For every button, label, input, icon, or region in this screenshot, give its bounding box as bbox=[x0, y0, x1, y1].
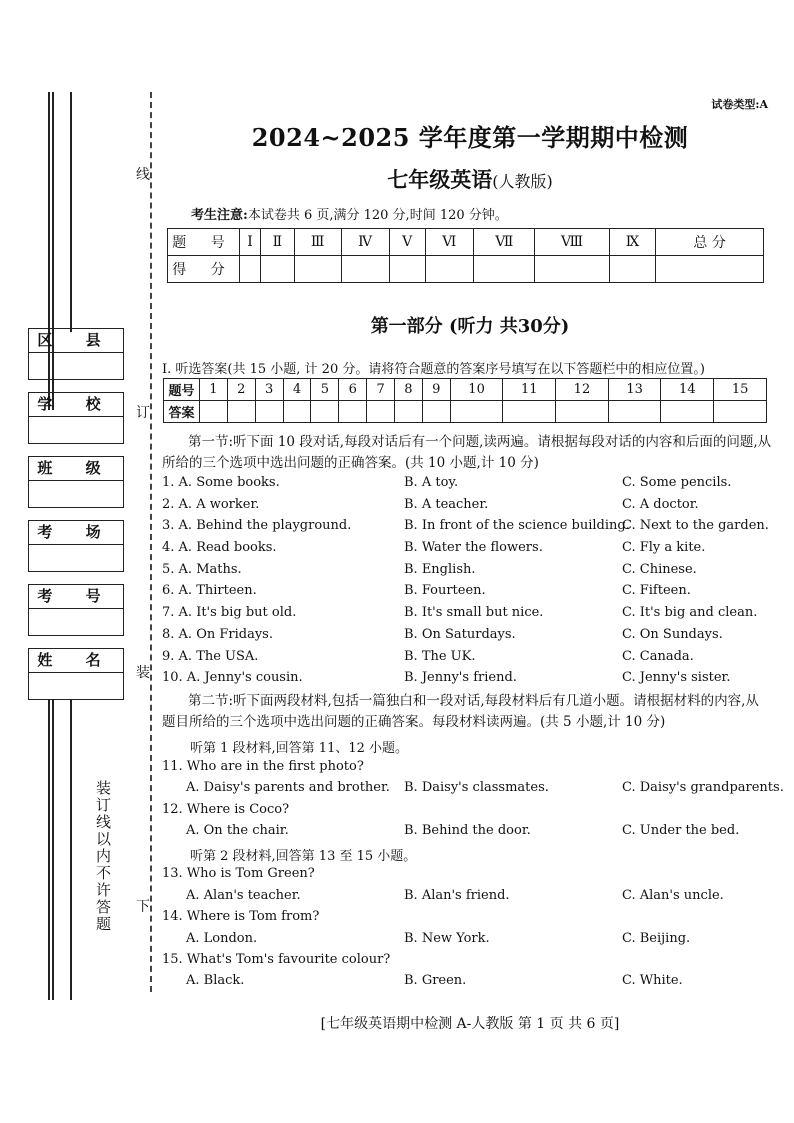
answer-cell[interactable] bbox=[395, 401, 423, 423]
mark-below: 下 bbox=[136, 899, 150, 915]
option-c: C. Beijing. bbox=[622, 931, 691, 946]
score-table-column: Ⅳ bbox=[341, 229, 389, 256]
answer-number: 6 bbox=[339, 379, 367, 401]
score-cell[interactable] bbox=[535, 256, 609, 283]
answer-table-row-label: 答案 bbox=[164, 401, 200, 423]
info-box-label: 学 校 bbox=[29, 393, 123, 417]
answer-cell[interactable] bbox=[339, 401, 367, 423]
option-b: B. A teacher. bbox=[404, 497, 489, 512]
score-cell[interactable] bbox=[261, 256, 295, 283]
answer-number: 5 bbox=[311, 379, 339, 401]
exam-notice bbox=[191, 204, 508, 223]
edition-label: (人教版) bbox=[492, 172, 553, 191]
info-box-label: 考 场 bbox=[29, 521, 123, 545]
answer-cell[interactable] bbox=[503, 401, 556, 423]
mark-line: 线 bbox=[136, 167, 150, 183]
score-cell[interactable] bbox=[656, 256, 764, 283]
question-row bbox=[0, 475, 794, 497]
option-c: C. Canada. bbox=[622, 649, 694, 664]
score-cell[interactable] bbox=[609, 256, 656, 283]
question-row bbox=[0, 627, 794, 649]
info-box-school bbox=[28, 392, 124, 444]
notice-label: 考生注意: bbox=[191, 208, 248, 223]
question-stem: 15. What's Tom's favourite colour? bbox=[162, 952, 391, 967]
score-table bbox=[167, 228, 764, 283]
option-a: 5. A. Maths. bbox=[162, 562, 242, 577]
binding-warning-text: 装订线以内不许答题 bbox=[94, 780, 112, 933]
section-heading: I. 听选答案(共 15 小题, 计 20 分。请将符合题意的答案序号填写在以下答题栏中的相应位置。) bbox=[162, 362, 705, 377]
score-table-column: Ⅸ bbox=[609, 229, 656, 256]
answer-table-answer-row bbox=[164, 401, 767, 423]
score-table-column: Ⅷ bbox=[535, 229, 609, 256]
answer-number: 4 bbox=[283, 379, 311, 401]
answer-cell[interactable] bbox=[714, 401, 767, 423]
option-a: 9. A. The USA. bbox=[162, 649, 259, 664]
score-cell[interactable] bbox=[389, 256, 425, 283]
option-c: C. Under the bed. bbox=[622, 823, 740, 838]
section-a-instruction: 第一节:听下面 10 段对话,每段对话后有一个问题,读两遍。请根据每段对话的内容和后面的问题,从所给的三个选项中选出问题的正确答案。(共 10 小题,计 10 分) bbox=[162, 434, 772, 471]
mark-pack: 装 bbox=[136, 665, 150, 681]
option-c: C. On Sundays. bbox=[622, 627, 723, 642]
score-table-column: Ⅱ bbox=[261, 229, 295, 256]
answer-cell[interactable] bbox=[283, 401, 311, 423]
page-footer: [七年级英语期中检测 A-人教版 第 1 页 共 6 页] bbox=[320, 1016, 620, 1032]
question-row bbox=[0, 780, 794, 802]
option-b: B. The UK. bbox=[404, 649, 476, 664]
answer-number: 2 bbox=[227, 379, 255, 401]
option-a: 8. A. On Fridays. bbox=[162, 627, 273, 642]
score-table-header-row bbox=[168, 229, 764, 256]
subject-name: 七年级英语 bbox=[387, 167, 493, 192]
score-table-column: Ⅰ bbox=[240, 229, 261, 256]
question-row bbox=[0, 497, 794, 519]
answer-cell[interactable] bbox=[227, 401, 255, 423]
score-table-row-label: 得 分 bbox=[168, 256, 240, 283]
score-cell[interactable] bbox=[240, 256, 261, 283]
score-table-row-label: 题 号 bbox=[168, 229, 240, 256]
option-c: C. Fly a kite. bbox=[622, 540, 706, 555]
score-table-column: Ⅶ bbox=[474, 229, 535, 256]
answer-number: 13 bbox=[608, 379, 661, 401]
answer-number: 9 bbox=[422, 379, 450, 401]
answer-number: 11 bbox=[503, 379, 556, 401]
score-table-column: Ⅵ bbox=[425, 229, 474, 256]
answer-table-number-row bbox=[164, 379, 767, 401]
score-table-score-row bbox=[168, 256, 764, 283]
question-row bbox=[0, 888, 794, 910]
option-a: 2. A. A worker. bbox=[162, 497, 260, 512]
answer-number: 14 bbox=[661, 379, 714, 401]
score-cell[interactable] bbox=[294, 256, 341, 283]
option-a: A. On the chair. bbox=[186, 823, 289, 838]
option-c: C. Daisy's grandparents. bbox=[622, 780, 784, 795]
option-a: 7. A. It's big but old. bbox=[162, 605, 297, 620]
option-a: 3. A. Behind the playground. bbox=[162, 518, 352, 533]
score-cell[interactable] bbox=[425, 256, 474, 283]
score-table-column: Ⅲ bbox=[294, 229, 341, 256]
section-b-instruction: 第二节:听下面两段材料,包括一篇独白和一段对话,每段材料后有几道小题。请根据材料的内容,从题目所给的三个选项中选出问题的正确答案。每段材料读两遍。(共 5 小题,计 10 分) bbox=[162, 693, 759, 730]
answer-number: 3 bbox=[255, 379, 283, 401]
question-row bbox=[0, 823, 794, 845]
option-a: A. London. bbox=[186, 931, 258, 946]
answer-number: 8 bbox=[395, 379, 423, 401]
info-box-label: 考 号 bbox=[29, 585, 123, 609]
material-lead: 听第 2 段材料,回答第 13 至 15 小题。 bbox=[190, 849, 417, 864]
option-c: C. It's big and clean. bbox=[622, 605, 758, 620]
question-row bbox=[0, 605, 794, 627]
option-a: A. Alan's teacher. bbox=[186, 888, 301, 903]
option-b: B. Fourteen. bbox=[404, 583, 486, 598]
question-stem-row bbox=[0, 802, 794, 824]
answer-cell[interactable] bbox=[255, 401, 283, 423]
option-b: B. It's small but nice. bbox=[404, 605, 544, 620]
option-c: C. Jenny's sister. bbox=[622, 670, 731, 685]
question-stem: 13. Who is Tom Green? bbox=[162, 866, 315, 881]
answer-cell[interactable] bbox=[556, 401, 609, 423]
option-c: C. White. bbox=[622, 973, 683, 988]
option-c: C. Alan's uncle. bbox=[622, 888, 724, 903]
lead-row bbox=[0, 845, 794, 867]
answer-cell[interactable] bbox=[367, 401, 395, 423]
option-c: C. Fifteen. bbox=[622, 583, 691, 598]
option-c: C. A doctor. bbox=[622, 497, 699, 512]
info-box-district bbox=[28, 328, 124, 380]
option-a: 1. A. Some books. bbox=[162, 475, 280, 490]
answer-number: 12 bbox=[556, 379, 609, 401]
answer-cell[interactable] bbox=[311, 401, 339, 423]
option-b: B. English. bbox=[404, 562, 476, 577]
answer-cell[interactable] bbox=[608, 401, 661, 423]
answer-number: 1 bbox=[200, 379, 228, 401]
option-b: B. Jenny's friend. bbox=[404, 670, 517, 685]
option-b: B. Water the flowers. bbox=[404, 540, 543, 555]
score-table-column: Ⅴ bbox=[389, 229, 425, 256]
question-row bbox=[0, 670, 794, 692]
info-box-label: 班 级 bbox=[29, 457, 123, 481]
mark-bind: 订 bbox=[136, 405, 150, 421]
answer-cell[interactable] bbox=[422, 401, 450, 423]
score-table-column: 总 分 bbox=[656, 229, 764, 256]
answer-number: 15 bbox=[714, 379, 767, 401]
option-a: A. Black. bbox=[186, 973, 245, 988]
question-stem: 14. Where is Tom from? bbox=[162, 909, 320, 924]
option-b: B. In front of the science building. bbox=[404, 518, 630, 533]
answer-cell[interactable] bbox=[661, 401, 714, 423]
option-b: B. Alan's friend. bbox=[404, 888, 510, 903]
option-b: B. A toy. bbox=[404, 475, 459, 490]
question-stem-row bbox=[0, 952, 794, 974]
answer-table bbox=[163, 378, 767, 423]
option-b: B. Behind the door. bbox=[404, 823, 531, 838]
option-c: C. Some pencils. bbox=[622, 475, 732, 490]
answer-number: 7 bbox=[367, 379, 395, 401]
option-a: 6. A. Thirteen. bbox=[162, 583, 257, 598]
info-box-label: 姓 名 bbox=[29, 649, 123, 673]
page-subtitle bbox=[160, 164, 780, 194]
option-b: B. Green. bbox=[404, 973, 467, 988]
page-title: 2024~2025 学年度第一学期期中检测 bbox=[251, 123, 689, 152]
question-stem: 12. Where is Coco? bbox=[162, 802, 290, 817]
answer-cell[interactable] bbox=[450, 401, 503, 423]
lead-row bbox=[0, 737, 794, 759]
question-stem-row bbox=[0, 759, 794, 781]
question-row bbox=[0, 518, 794, 540]
question-row bbox=[0, 931, 794, 953]
binding-line bbox=[70, 92, 72, 332]
question-row bbox=[0, 583, 794, 605]
question-row bbox=[0, 562, 794, 584]
option-a: A. Daisy's parents and brother. bbox=[186, 780, 390, 795]
option-a: 4. A. Read books. bbox=[162, 540, 277, 555]
score-cell[interactable] bbox=[341, 256, 389, 283]
option-b: B. On Saturdays. bbox=[404, 627, 516, 642]
question-stem: 11. Who are in the first photo? bbox=[162, 759, 364, 774]
answer-cell[interactable] bbox=[200, 401, 228, 423]
option-b: B. New York. bbox=[404, 931, 490, 946]
question-row bbox=[0, 540, 794, 562]
option-a: 10. A. Jenny's cousin. bbox=[162, 670, 303, 685]
info-box-label: 区 县 bbox=[29, 329, 123, 353]
answer-number: 10 bbox=[450, 379, 503, 401]
option-c: C. Chinese. bbox=[622, 562, 697, 577]
part-title: 第一部分 (听力 共30分) bbox=[370, 316, 570, 337]
question-stem-row bbox=[0, 866, 794, 888]
material-lead: 听第 1 段材料,回答第 11、12 小题。 bbox=[190, 741, 409, 756]
question-stem-row bbox=[0, 909, 794, 931]
question-row bbox=[0, 649, 794, 671]
option-c: C. Next to the garden. bbox=[622, 518, 769, 533]
question-row bbox=[0, 973, 794, 995]
option-b: B. Daisy's classmates. bbox=[404, 780, 549, 795]
answer-table-row-label: 题号 bbox=[164, 379, 200, 401]
notice-text: 本试卷共 6 页,满分 120 分,时间 120 分钟。 bbox=[247, 208, 508, 223]
score-cell[interactable] bbox=[474, 256, 535, 283]
paper-type: 试卷类型:A bbox=[711, 98, 768, 111]
